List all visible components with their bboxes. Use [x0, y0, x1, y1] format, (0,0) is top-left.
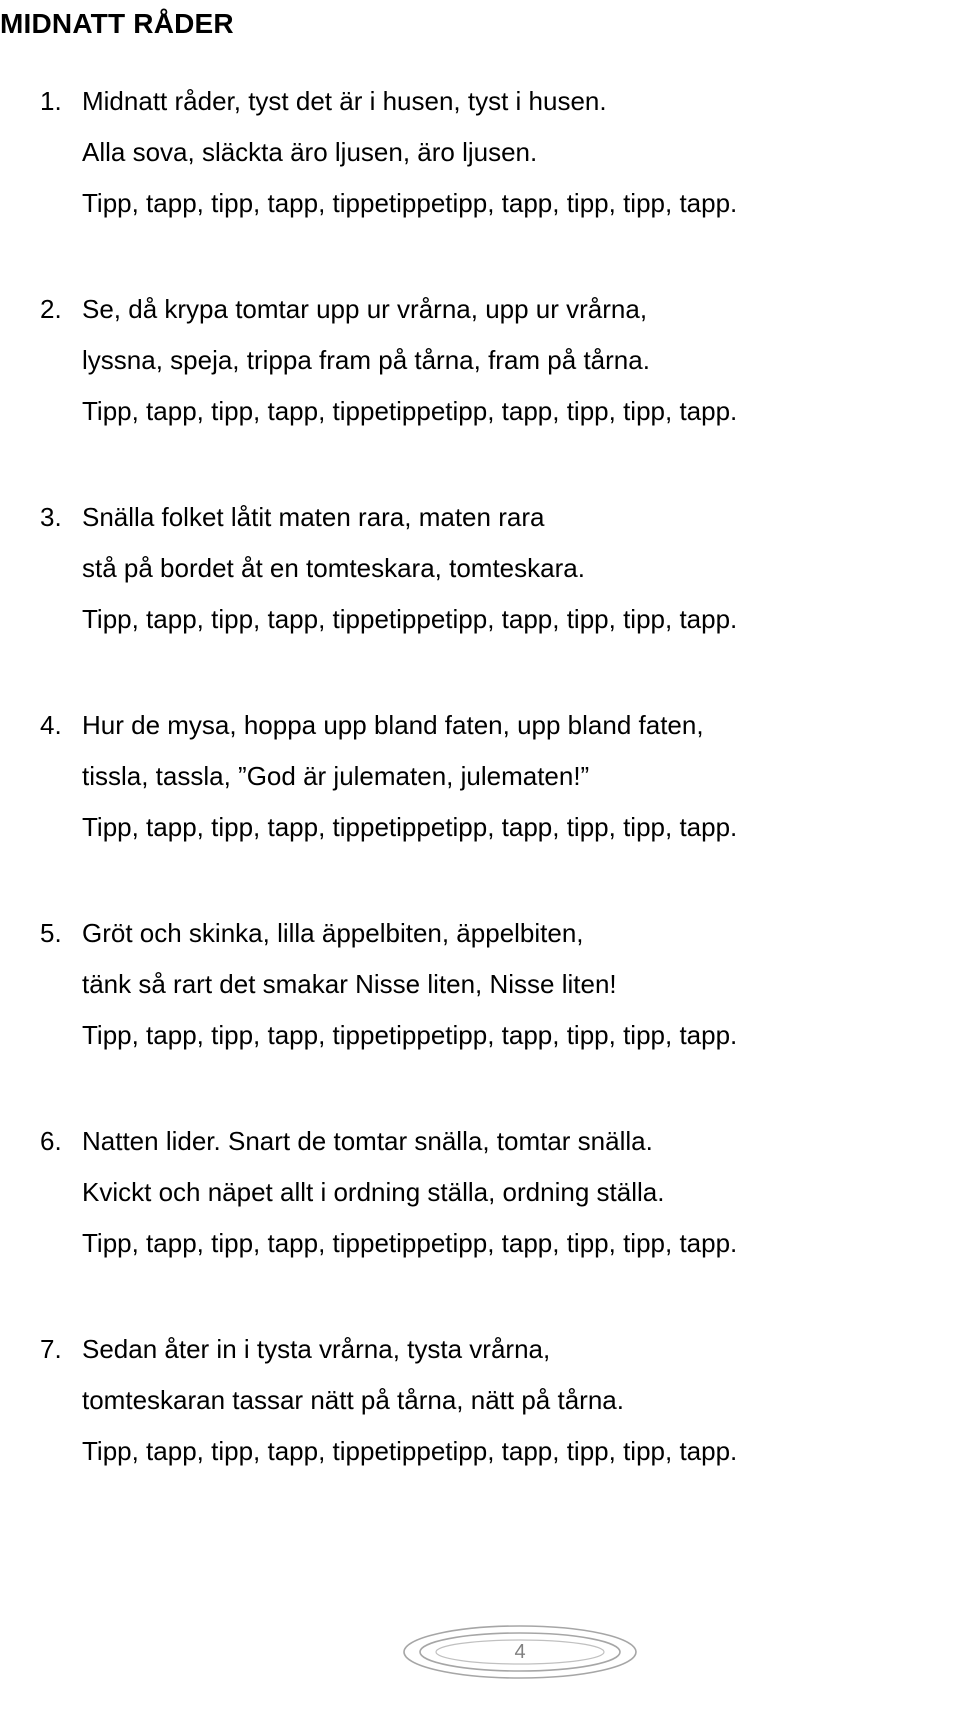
verse-number: 2. — [40, 294, 62, 324]
verse-5 — [0, 908, 960, 1116]
verse-number: 5. — [40, 918, 62, 948]
verse-line: Gröt och skinka, lilla äppelbiten, äppelbiten, — [82, 918, 584, 948]
verse-lines — [82, 284, 737, 437]
verse-line: Snälla folket låtit maten rara, maten rara — [82, 502, 545, 532]
verse-lines — [82, 1116, 737, 1269]
verse-number: 4. — [40, 710, 62, 740]
verse-number: 1. — [40, 86, 62, 116]
verse-line: Hur de mysa, hoppa upp bland faten, upp bland faten, — [82, 710, 704, 740]
verse-lines — [82, 700, 737, 853]
verse-line: Kvickt och näpet allt i ordning ställa, ordning ställa. — [82, 1177, 665, 1207]
verse-number: 3. — [40, 502, 62, 532]
verse-line: Sedan åter in i tysta vrårna, tysta vrårna, — [82, 1334, 551, 1364]
verse-line: Tipp, tapp, tipp, tapp, tippetippetipp, tapp, tipp, tipp, tapp. — [82, 604, 738, 634]
verse-7 — [0, 1324, 960, 1532]
verse-line: Tipp, tapp, tipp, tapp, tippetippetipp, tapp, tipp, tipp, tapp. — [82, 188, 738, 218]
verse-lines — [82, 76, 737, 229]
page-number-badge — [402, 1624, 638, 1680]
page-number: 4 — [514, 1641, 526, 1663]
verse-4 — [0, 700, 960, 908]
verse-lines — [82, 908, 737, 1061]
verse-line: Tipp, tapp, tipp, tapp, tippetippetipp, tapp, tipp, tipp, tapp. — [82, 1228, 738, 1258]
verse-lines — [82, 1324, 737, 1477]
verse-number: 6. — [40, 1126, 62, 1156]
verse-2 — [0, 284, 960, 492]
verse-line: Tipp, tapp, tipp, tapp, tippetippetipp, tapp, tipp, tipp, tapp. — [82, 1436, 738, 1466]
verse-line: Se, då krypa tomtar upp ur vrårna, upp ur vrårna, — [82, 294, 648, 324]
verse-number: 7. — [40, 1334, 62, 1364]
verse-line: Natten lider. Snart de tomtar snälla, tomtar snälla. — [82, 1126, 653, 1156]
verse-line: stå på bordet åt en tomteskara, tomteskara. — [82, 553, 585, 583]
page-title: MIDNATT RÅDER — [0, 8, 234, 39]
verse-line: Midnatt råder, tyst det är i husen, tyst i husen. — [82, 86, 607, 116]
verse-line: Tipp, tapp, tipp, tapp, tippetippetipp, tapp, tipp, tipp, tapp. — [82, 1020, 738, 1050]
verse-line: Tipp, tapp, tipp, tapp, tippetippetipp, tapp, tipp, tipp, tapp. — [82, 812, 738, 842]
verse-list — [0, 76, 960, 1532]
verse-line: tomteskaran tassar nätt på tårna, nätt på tårna. — [82, 1385, 624, 1415]
verse-3 — [0, 492, 960, 700]
verse-line: Alla sova, släckta äro ljusen, äro ljusen. — [82, 137, 538, 167]
verse-line: tänk så rart det smakar Nisse liten, Nisse liten! — [82, 969, 617, 999]
verse-lines — [82, 492, 737, 645]
verse-6 — [0, 1116, 960, 1324]
verse-1 — [0, 76, 960, 284]
verse-line: lyssna, speja, trippa fram på tårna, fram på tårna. — [82, 345, 650, 375]
verse-line: tissla, tassla, ”God är julematen, julematen!” — [82, 761, 590, 791]
verse-line: Tipp, tapp, tipp, tapp, tippetippetipp, tapp, tipp, tipp, tapp. — [82, 396, 738, 426]
